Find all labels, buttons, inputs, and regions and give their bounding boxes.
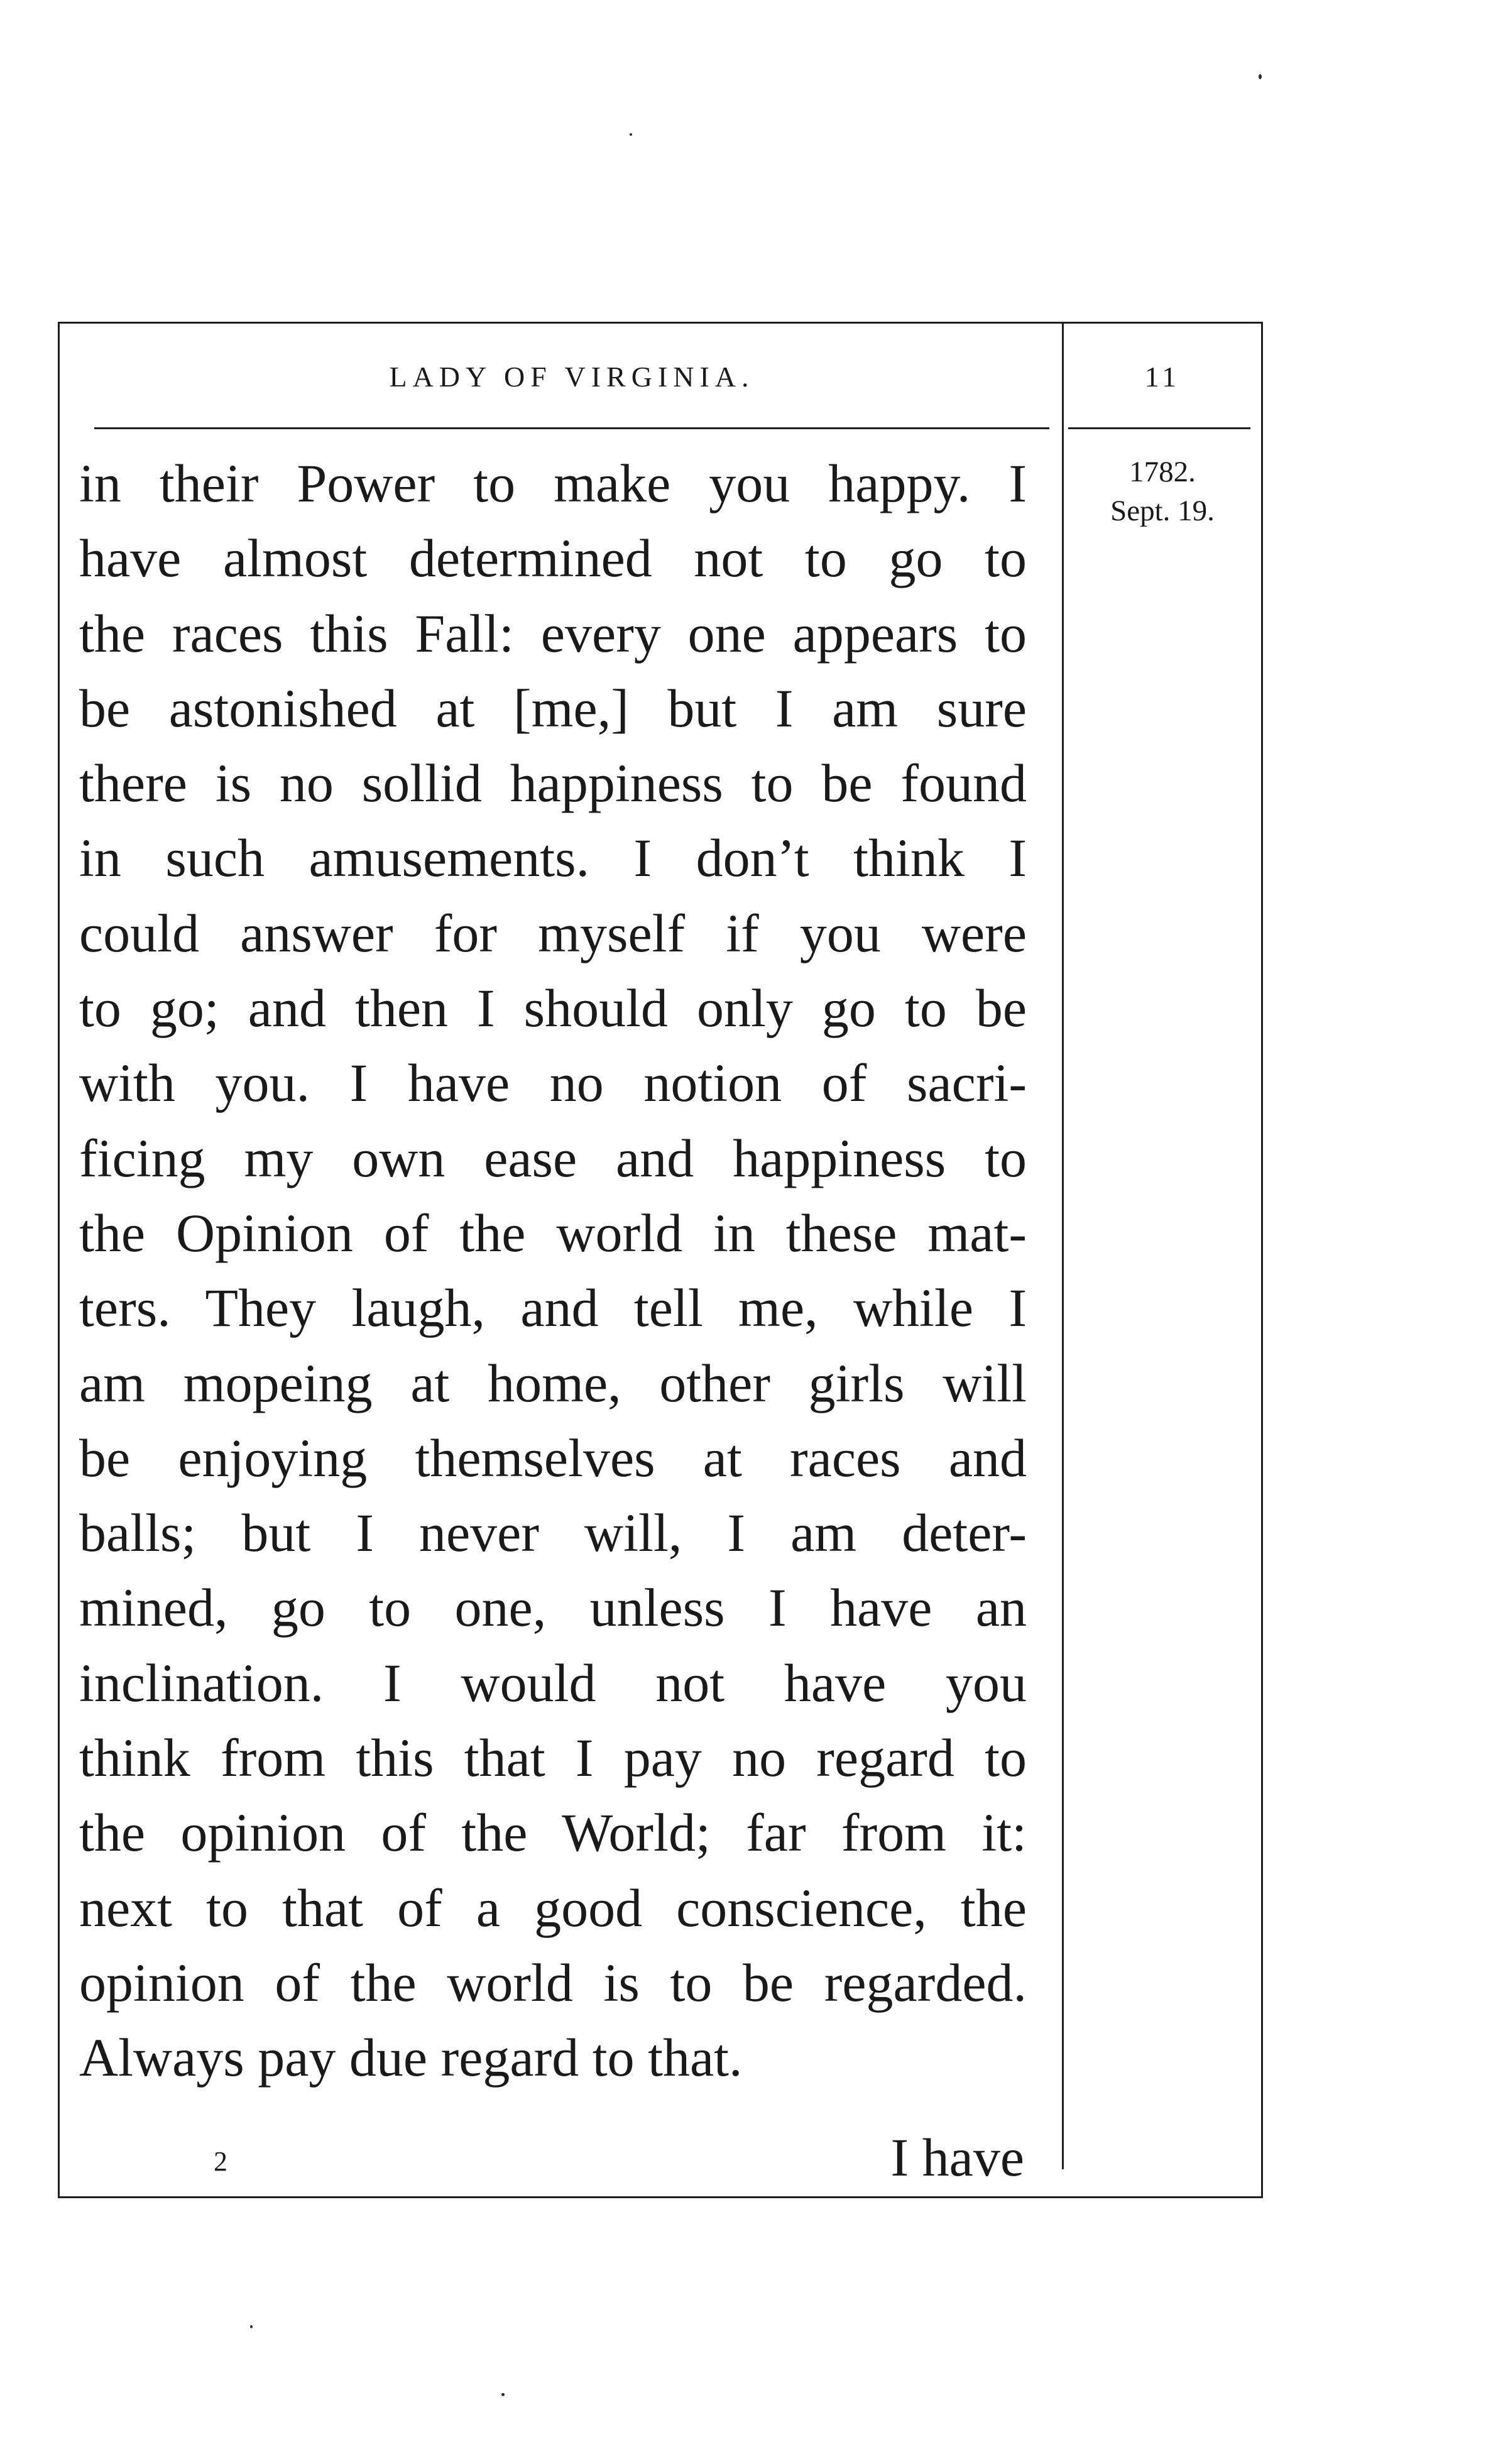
body-line: the opinion of the World; far from it: xyxy=(79,1802,1027,1863)
margin-date: Sept. 19. xyxy=(1110,495,1215,527)
body-line: am mopeing at home, other girls will xyxy=(79,1352,1027,1413)
body-line: next to that of a good conscience, the xyxy=(79,1877,1027,1938)
margin-year: 1782. xyxy=(1129,456,1196,488)
margin-header-underline-rule xyxy=(1068,427,1250,429)
body-line: in such amusements. I don’t think I xyxy=(79,828,1027,889)
scan-speck xyxy=(1259,74,1262,79)
scan-speck xyxy=(250,2325,253,2328)
running-title: LADY OF VIRGINIA. xyxy=(389,361,755,393)
frame-bottom-rule xyxy=(58,2196,1263,2198)
header-underline-rule xyxy=(94,427,1049,429)
body-line: there is no sollid happiness to be found xyxy=(79,753,1027,814)
body-line: with you. I have no notion of sacri- xyxy=(79,1053,1027,1114)
frame-left-rule xyxy=(58,322,60,2198)
page-number: 11 xyxy=(1144,361,1181,393)
margin-date-note xyxy=(1071,452,1254,530)
body-line: inclination. I would not have you xyxy=(79,1652,1027,1713)
body-line: ters. They laugh, and tell me, while I xyxy=(79,1278,1027,1339)
body-line: opinion of the world is to be regarded. xyxy=(79,1952,1027,2013)
body-line: in their Power to make you happy. I xyxy=(79,453,1027,513)
body-line: ficing my own ease and happiness to xyxy=(79,1127,1027,1188)
body-line: Always pay due regard to that. xyxy=(79,2027,743,2088)
body-line: be astonished at [me,] but I am sure xyxy=(79,677,1027,738)
body-line: could answer for myself if you were xyxy=(79,902,1027,963)
catchword: I have xyxy=(890,2127,1024,2187)
frame-right-rule xyxy=(1261,322,1263,2198)
column-divider-rule xyxy=(1062,322,1064,2169)
letter-body-text xyxy=(79,446,1027,2096)
signature-mark: 2 xyxy=(214,2146,227,2177)
body-line: balls; but I never will, I am deter- xyxy=(79,1503,1027,1563)
scan-speck xyxy=(501,2393,505,2396)
body-line: have almost determined not to go to xyxy=(79,528,1027,589)
body-line: the Opinion of the world in these mat- xyxy=(79,1202,1027,1263)
body-line: be enjoying themselves at races and xyxy=(79,1427,1027,1488)
scan-speck xyxy=(630,133,632,136)
body-line: think from this that I pay no regard to xyxy=(79,1728,1027,1788)
frame-top-rule xyxy=(58,322,1263,324)
body-line: the races this Fall: every one appears to xyxy=(79,603,1027,664)
body-line: mined, go to one, unless I have an xyxy=(79,1577,1027,1638)
body-line: to go; and then I should only go to be xyxy=(79,978,1027,1039)
